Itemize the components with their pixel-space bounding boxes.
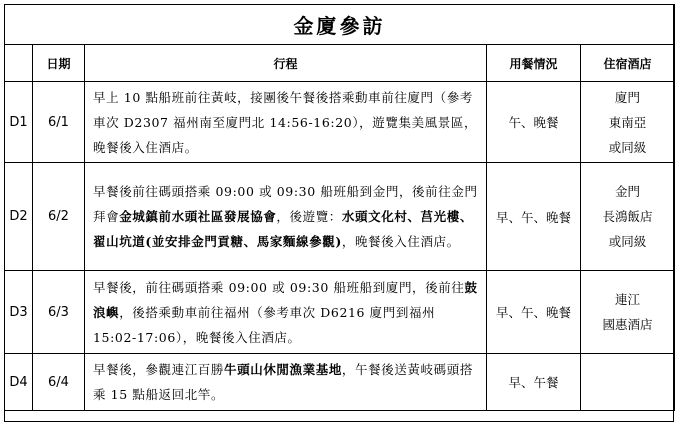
itinerary-text: ，晚餐後入住酒店。 (341, 234, 460, 249)
date-cell: 6/4 (33, 354, 85, 411)
hotel-line: 國惠酒店 (602, 317, 653, 332)
hotel-line: 長鴻飯店 (602, 209, 653, 224)
itinerary-text: 早餐後，參觀連江百勝 (93, 362, 225, 377)
header-date: 日期 (33, 45, 85, 82)
date-cell: 6/2 (33, 163, 85, 271)
hotel-line: 廈門 (615, 89, 641, 105)
meals-cell: 早、午餐 (487, 354, 581, 411)
day-cell: D2 (5, 163, 33, 271)
hotel-line: 或同級 (608, 139, 647, 155)
itinerary-highlight: 金城鎮前水頭社區發展協會 (119, 209, 277, 224)
header-hotel: 住宿酒店 (581, 45, 675, 82)
page-title: 金廈參訪 (5, 5, 675, 45)
day-cell: D1 (5, 82, 33, 163)
date-cell: 6/1 (33, 82, 85, 163)
itinerary-highlight: 牛頭山休閒漁業基地 (224, 362, 342, 377)
meals-cell: 早、午、晚餐 (487, 271, 581, 354)
meals-cell: 午、晚餐 (487, 82, 581, 163)
itinerary-text: ，後搭乘動車前往福州（參考車次 D6216 廈門到福州 15:02-17:06），晚餐後入住酒店。 (93, 304, 436, 345)
day-cell: D3 (5, 271, 33, 354)
meals-cell: 早、午、晚餐 (487, 163, 581, 271)
itinerary-text: 早餐後前往碼頭搭乘 09:00 或 09:30 船班船到金門，後前往金門拜會 (93, 184, 478, 224)
itinerary-text: 早上 10 點船班前往黃岐，接團後午餐後搭乘動車前往廈門（參考車次 D2307 福州南至廈門北 14:56-16:20），遊覽集美風景區，晚餐後入住酒店。 (93, 89, 478, 155)
header-meals: 用餐情況 (487, 45, 581, 82)
hotel-line: 連江 (615, 292, 641, 307)
itinerary-text: 早餐後，前往碼頭搭乘 09:00 或 09:30 船班船到廈門，後前往 (93, 279, 465, 295)
itinerary-highlight: 水頭文化村、莒光樓、翟山坑道(並安排金門貢糖、馬家麵線參觀) (93, 209, 473, 249)
itinerary-text: ，後遊覽： (276, 209, 342, 224)
hotel-line: 或同級 (608, 234, 647, 249)
date-cell: 6/3 (33, 271, 85, 354)
itinerary-text: ，午餐後送黃岐碼頭搭乘 15 點船返回北竿。 (93, 362, 473, 402)
outer-frame (4, 4, 674, 422)
itinerary-highlight: 鼓浪嶼 (93, 279, 478, 320)
day-cell: D4 (5, 354, 33, 411)
hotel-line: 東南亞 (608, 114, 647, 130)
header-itinerary: 行程 (85, 45, 487, 82)
hotel-line: 金門 (615, 184, 641, 199)
